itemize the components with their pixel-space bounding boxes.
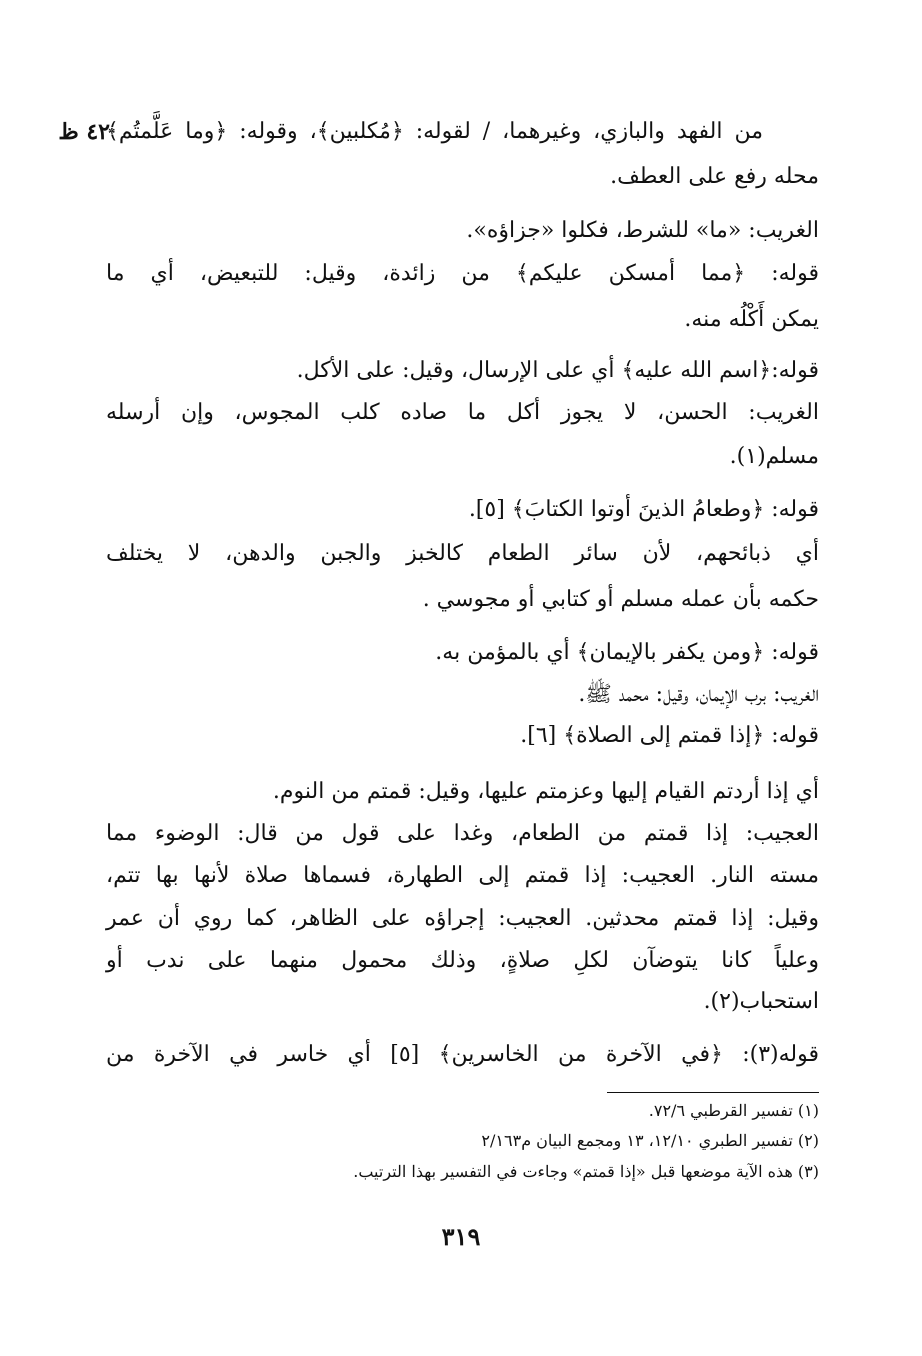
footnote-3: (٣) هذه الآية موضعها قبل «إذا قمتم» وجاءت في التفسير بهذا الترتيب.	[353, 1162, 819, 1181]
text-line-7: الغريب: الحسن، لا يجوز أكل ما صاده كلب المجوس، وإن أرسله	[106, 400, 819, 425]
footnote-1: (١) تفسير القرطبي ٧٢/٦.	[648, 1101, 819, 1120]
text-line-16: العجيب: إذا قمتم من الطعام، وغدا على قول من قال: الوضوء مما	[106, 821, 819, 846]
text-line-21: قوله(٣): ﴿في الآخرة من الخاسرين﴾ [٥] أي خاسر في الآخرة من	[106, 1042, 819, 1067]
text-line-1: من الفهد والبازي، وغيرهما، / لقوله: ﴿مُكلبين﴾، وقوله: ﴿وما عَلَّمتُم﴾	[106, 119, 763, 144]
text-line-20: استحباب(٢).	[703, 989, 819, 1014]
text-line-17: مسته النار. العجيب: إذا قمتم إلى الطهارة، فسماها صلاة لأنها بها تتم،	[106, 863, 819, 888]
page-number: ٣١٩	[441, 1222, 481, 1251]
text-line-4: قوله: ﴿مما أمسكن عليكم﴾ من زائدة، وقيل: للتبعيض، أي ما	[106, 261, 819, 286]
text-line-11: حكمه بأن عمله مسلم أو كتابي أو مجوسي .	[422, 587, 819, 612]
text-line-9: قوله: ﴿وطعامُ الذينَ أوتوا الكتابَ﴾ [٥].	[468, 497, 819, 522]
text-line-8: مسلم(١).	[729, 444, 819, 469]
text-line-6: قوله:﴿اسم الله عليه﴾ أي على الإرسال، وقيل: على الأكل.	[296, 358, 819, 383]
text-line-18: وقيل: إذا قمتم محدثين. العجيب: إجراؤه على الظاهر، كما روي أن عمر	[106, 906, 819, 931]
text-line-3: الغريب: «ما» للشرط، فكلوا «جزاؤه».	[466, 218, 819, 243]
margin-folio-note: ٤٢ ظ	[58, 119, 110, 145]
text-line-12: قوله: ﴿ومن يكفر بالإيمان﴾ أي بالمؤمن به.	[435, 640, 819, 665]
text-line-14: قوله: ﴿إذا قمتم إلى الصلاة﴾ [٦].	[520, 723, 819, 748]
text-line-10: أي ذبائحهم، لأن سائر الطعام كالخبز والجبن والدهن، لا يختلف	[106, 541, 819, 566]
text-line-5: يمكن أَكْلُه منه.	[684, 307, 819, 332]
footnote-2: (٢) تفسير الطبري ١٢/١٠، ١٣ ومجمع البيان م٢/١٦٣	[481, 1131, 819, 1150]
text-line-15: أي إذا أردتم القيام إليها وعزمتم عليها، وقيل: قمتم من النوم.	[272, 779, 819, 804]
text-line-2: محله رفع على العطف.	[610, 164, 819, 189]
text-line-19: وعلياً كانا يتوضآن لكلِ صلاةٍ، وذلك محمول منهما على ندب أو	[106, 948, 819, 973]
footnote-divider	[607, 1092, 819, 1093]
text-line-13: الغريب: برب الإيمان، وقيل: محمد ﷺ.	[578, 682, 819, 707]
